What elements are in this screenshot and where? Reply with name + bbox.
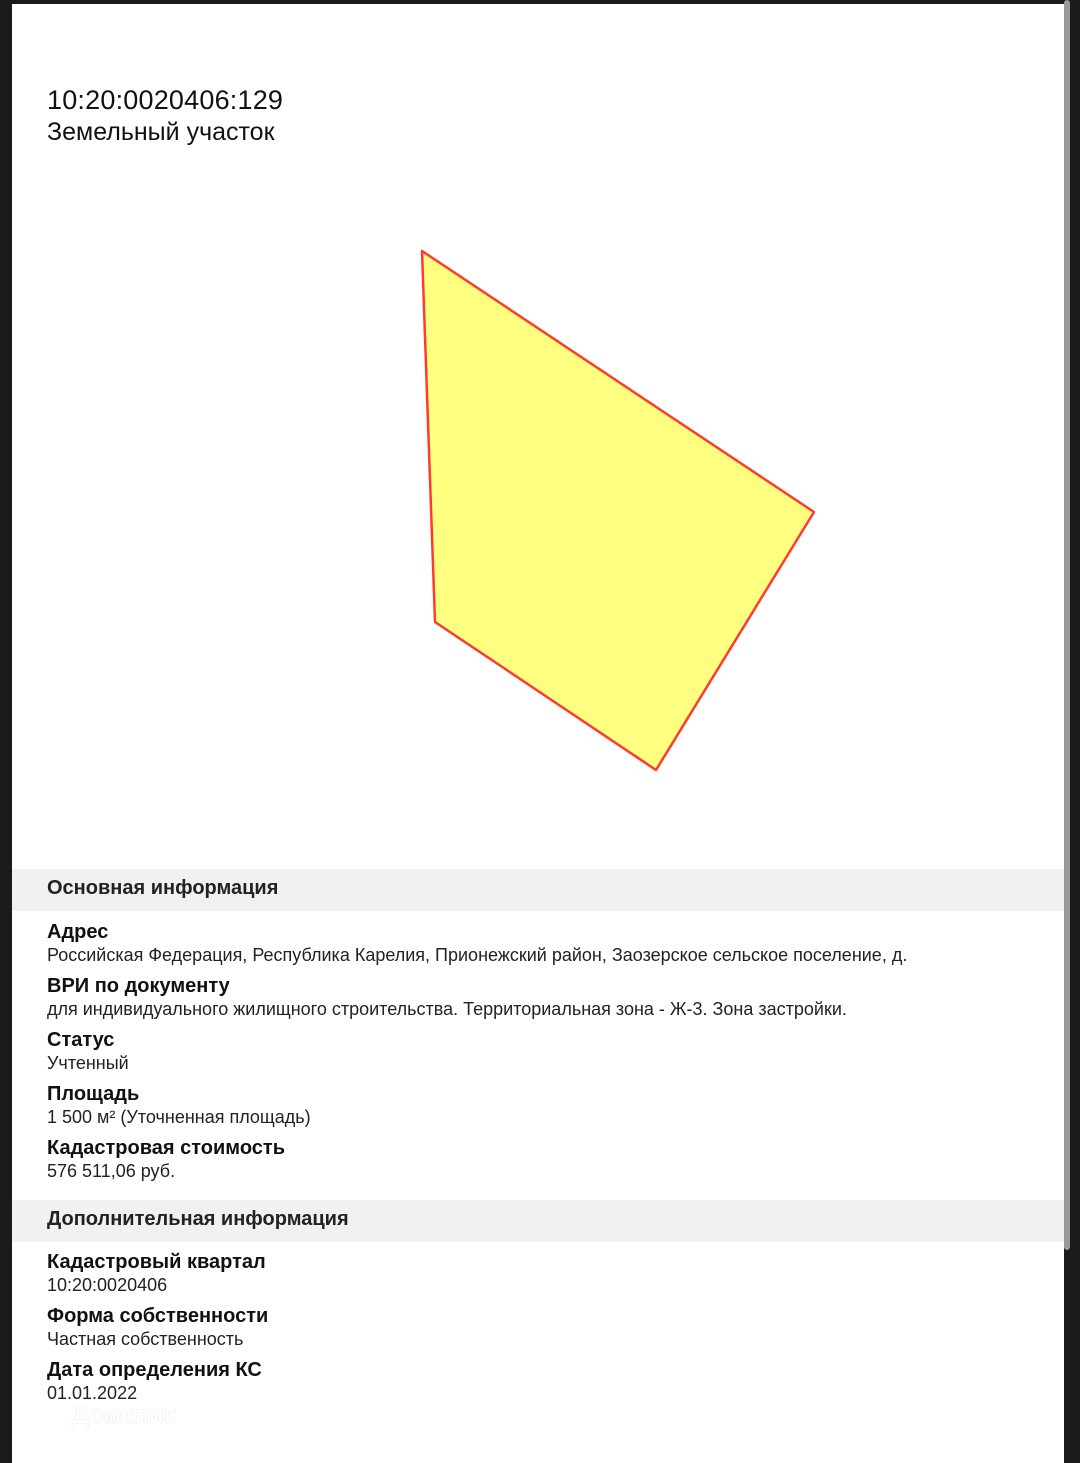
watermark-text: Домклик bbox=[72, 1402, 176, 1429]
parcel-polygon[interactable] bbox=[422, 251, 814, 770]
parcel-card bbox=[12, 4, 1064, 1463]
field-address bbox=[47, 920, 1047, 966]
field-value: Учтенный bbox=[47, 1053, 129, 1073]
field-cadastral-quarter bbox=[47, 1250, 1047, 1296]
main-info-title: Основная информация bbox=[47, 877, 279, 899]
field-value: 576 511,06 руб. bbox=[47, 1161, 176, 1181]
field-status bbox=[47, 1028, 1047, 1074]
additional-info-header bbox=[12, 1200, 1064, 1242]
field-label: Дата определения КС bbox=[47, 1359, 262, 1381]
field-label: ВРИ по документу bbox=[47, 975, 230, 997]
parcel-map[interactable] bbox=[12, 4, 1064, 864]
field-value: Частная собственность bbox=[47, 1329, 244, 1349]
scrollbar[interactable] bbox=[1064, 0, 1070, 1250]
cadastral-number: 10:20:0020406:129 bbox=[47, 85, 284, 115]
field-label: Кадастровая стоимость bbox=[47, 1137, 285, 1159]
field-label: Форма собственности bbox=[47, 1305, 269, 1327]
field-vri bbox=[47, 974, 1047, 1020]
field-value: Российская Федерация, Республика Карелия, Прионежский район, Заозерское сельское поселение, д. bbox=[47, 945, 908, 965]
field-value: 10:20:0020406 bbox=[47, 1275, 168, 1295]
field-label: Площадь bbox=[47, 1083, 140, 1105]
field-label: Кадастровый квартал bbox=[47, 1251, 266, 1273]
field-value: 1 500 м² (Уточненная площадь) bbox=[47, 1107, 311, 1127]
field-area bbox=[47, 1082, 1047, 1128]
object-type: Земельный участок bbox=[47, 118, 275, 146]
house-logo-icon bbox=[36, 1402, 66, 1430]
field-label: Адрес bbox=[47, 921, 109, 943]
field-ownership-form bbox=[47, 1304, 1047, 1350]
field-label: Статус bbox=[47, 1029, 115, 1051]
field-value: 01.01.2022 bbox=[47, 1383, 138, 1403]
main-info-header bbox=[12, 869, 1064, 911]
field-valuation-date bbox=[47, 1358, 1047, 1404]
domclick-watermark bbox=[36, 1402, 176, 1430]
field-cadastral-value bbox=[47, 1136, 1047, 1182]
additional-info-title: Дополнительная информация bbox=[47, 1208, 349, 1230]
field-value: для индивидуального жилищного строительства. Территориальная зона - Ж-3. Зона застройки. bbox=[47, 999, 847, 1019]
